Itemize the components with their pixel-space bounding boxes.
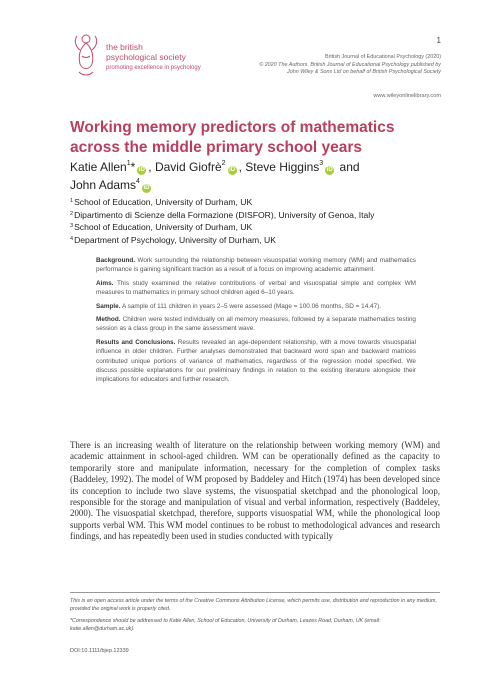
abstract-label: Method. xyxy=(96,316,121,324)
affiliation-sup: 4 xyxy=(70,235,74,242)
author-affil-sup: 1 xyxy=(126,160,131,167)
affiliation-text: Dipartimento di Scienze della Formazione (DISFOR), University of Genoa, Italy xyxy=(74,209,375,220)
abstract-text: A sample of 111 children in years 2–5 were assessed (Mage = 100.06 months, SD = 14.47). xyxy=(121,302,382,310)
affiliation-item xyxy=(70,209,440,222)
correspondence-footnote: *Correspondence should be addressed to Katie Allen, School of Education, University of Durham, Leazes Road, Durham, UK (email: katie.allen@durham.ac.uk). xyxy=(70,618,381,632)
logo-text xyxy=(106,42,201,73)
abstract xyxy=(96,256,416,389)
logo-line-2: psychological society xyxy=(106,52,186,62)
author-list: Katie Allen$^1$* iD , David Giofrè$^2$iD , Steve Higgins$^3$iD and John Adams$^4$iD xyxy=(70,160,360,192)
abstract-label: Aims. xyxy=(96,279,114,287)
author-affil-sup: 3 xyxy=(319,160,324,167)
journal-publisher: John Wiley & Sons Ltd on behalf of British Psychological Society xyxy=(287,69,441,76)
orcid-icon[interactable]: iD xyxy=(326,167,333,173)
abstract-text: Work surrounding the relationship between visuospatial working memory (WM) and mathematics performance is gaining significant traction as a result of a focus on improving academic attainment. xyxy=(96,257,416,274)
abstract-label: Results and Conclusions. xyxy=(96,338,176,346)
author-name: Steve Higgins xyxy=(245,160,320,174)
author-name: David Giofrè xyxy=(154,160,222,174)
orcid-icon[interactable]: iD xyxy=(229,167,236,173)
affiliation-sup: 2 xyxy=(70,210,74,217)
affiliation-sup: 1 xyxy=(70,198,74,204)
affiliation-item xyxy=(70,234,440,247)
abstract-label: Sample. xyxy=(96,302,121,310)
journal-info xyxy=(241,54,441,77)
authors-and: and xyxy=(339,160,360,174)
abstract-aims xyxy=(96,279,416,298)
page-number: 1 xyxy=(436,36,441,45)
abstract-method xyxy=(96,315,416,334)
license-footnote: This is an open access article under the terms of the Creative Commons Attribution License, which permits use, distribution and reproduction in any medium, provided the original work is properly cited. xyxy=(70,598,437,612)
author-name: Katie Allen xyxy=(70,160,127,174)
author-name: John Adams xyxy=(70,178,137,192)
logo-line-1: the british xyxy=(106,42,143,52)
affiliation-item xyxy=(70,196,440,209)
journal-citation: British Journal of Educational Psychology (2020) xyxy=(325,54,441,60)
orcid-icon[interactable]: iD xyxy=(138,167,145,173)
abstract-text: Children were tested individually on all memory measures, followed by a separate mathematics testing session as a class group in the same assessment wave. xyxy=(96,316,416,333)
affiliation-text: School of Education, University of Durham, UK xyxy=(74,222,253,232)
body-paragraph: There is an increasing wealth of literature on the relationship between working memory (WM) and academic attainment in school-aged children. WM can be operationally defined as the capacity to temporarily store and manipulate information, necessary for the completion of complex tasks (Baddeley, 1992). The model of WM proposed by Baddeley and Hitch (1974) has been developed since its conception to include two slave systems, the visuospatial sketchpad and the phonological loop, responsible for the storage and manipulation of visual and verbal information, respectively (Baddeley, 2000). The visuospatial sketchpad, therefore, supports visuospatial WM, while the phonological loop supports verbal WM. This WM model continues to be robust to methodological advances and research findings, and has repeatedly been used in studies conducted with typically xyxy=(70,440,440,542)
abstract-sample xyxy=(96,302,416,311)
doi-link[interactable]: DOI:10.1111/bjep.12339 xyxy=(70,648,129,654)
abstract-results xyxy=(96,338,416,385)
corresponding-mark: * xyxy=(130,160,136,174)
bps-logo xyxy=(70,30,210,85)
abstract-label: Background. xyxy=(96,257,136,264)
logo-tagline: promoting excellence in psychology xyxy=(106,65,201,71)
bps-figure-icon xyxy=(70,30,102,78)
journal-site-link[interactable]: www.wileyonlinelibrary.com xyxy=(373,93,441,99)
author-affil-sup: 4 xyxy=(136,178,140,185)
journal-copyright: © 2020 The Authors. British Journal of Educational Psychology published by xyxy=(259,61,441,68)
abstract-text: Results revealed an age-dependent relationship, with a move towards visuospatial influence in older children. Further analyses demonstrated that backward word span and backward matrices contributed unique portions of variance of mathematics, regardless of the regression model specified. We discuss possible explanations for our preliminary findings in relation to the existing literature alongside their implications for educators and further research. xyxy=(96,338,417,384)
author-affil-sup: 2 xyxy=(221,160,226,167)
affiliation-sup: 3 xyxy=(70,223,74,229)
orcid-icon[interactable]: iD xyxy=(143,185,150,191)
footnote-divider xyxy=(70,592,440,593)
abstract-text: This study examined the relative contributions of verbal and visuospatial simple and complex WM measures to mathematics in primary school children aged 6–10 years. xyxy=(96,279,416,297)
affiliation-text: Department of Psychology, University of Durham, UK xyxy=(74,234,276,245)
affiliations xyxy=(70,196,440,246)
abstract-background xyxy=(96,256,416,275)
affiliation-text: School of Education, University of Durham, UK xyxy=(74,197,253,207)
affiliation-item xyxy=(70,221,440,234)
article-title: Working memory predictors of mathematics across the middle primary school years xyxy=(70,119,395,156)
